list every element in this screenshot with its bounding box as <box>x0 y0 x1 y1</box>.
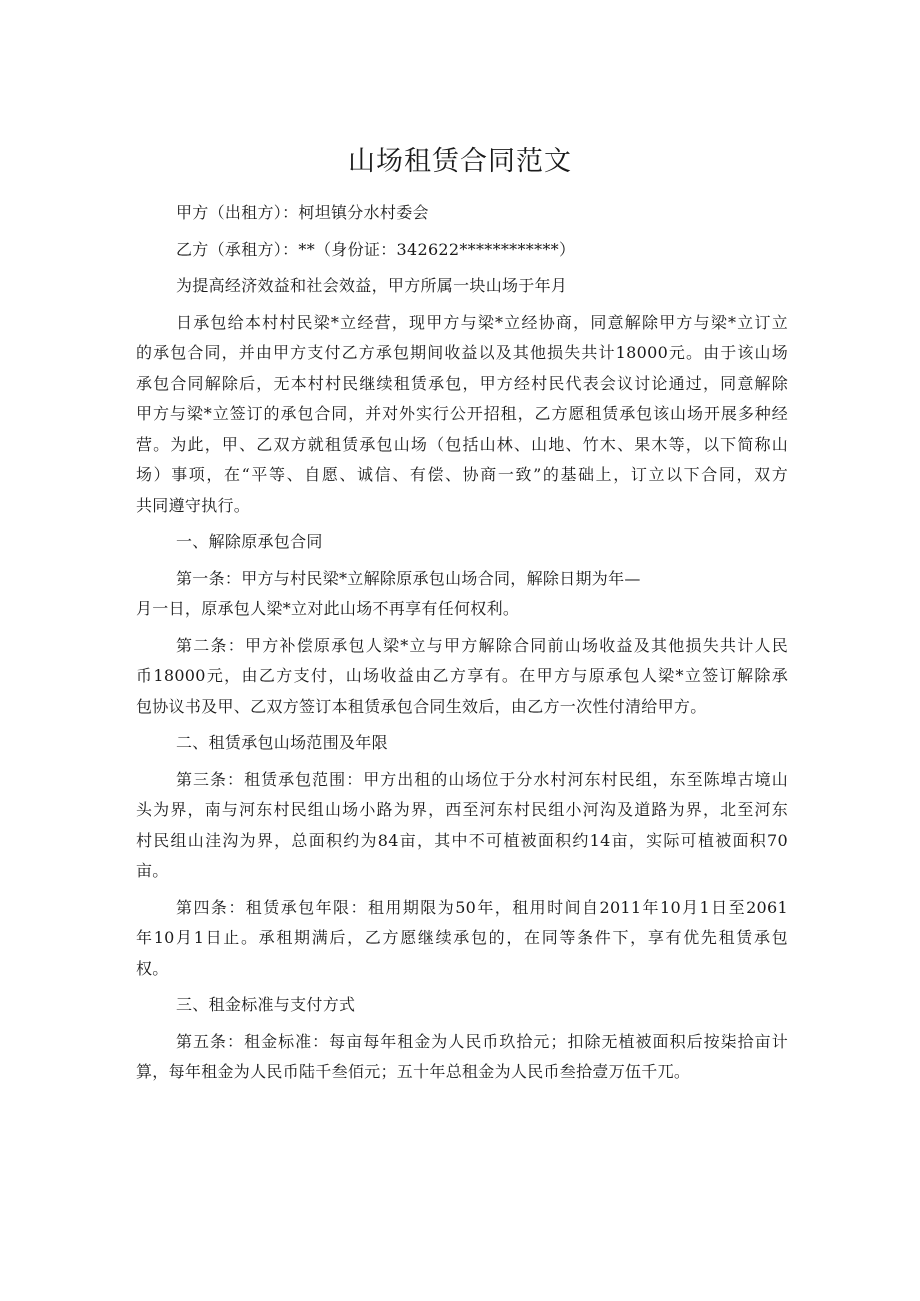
article-3-line: 村民组山洼沟为界，总面积约为84亩，其中不可植被面积约14亩，实际可植被面积70 <box>136 830 788 850</box>
preamble-line: 为提高经济效益和社会效益，甲方所属一块山场于年月 <box>176 276 568 295</box>
article-1-line: 第一条：甲方与村民梁*立解除原承包山场合同，解除日期为年— <box>176 568 641 588</box>
article-5-line: 第五条：租金标准：每亩每年租金为人民币玖拾元；扣除无植被面积后按柒拾亩计 <box>176 1031 788 1051</box>
document-body <box>136 198 788 1088</box>
preamble-line: 日承包给本村村民梁*立经营，现甲方与梁*立经协商，同意解除甲方与梁*立订立 <box>176 312 788 332</box>
article-3-line: 头为界，南与河东村民组山场小路为界，西至河东村民组小河沟及道路为界，北至河东 <box>136 800 788 819</box>
preamble-line: 共同遵守执行。 <box>136 495 251 515</box>
preamble-line: 甲方与梁*立签订的承包合同，并对外实行公开招租，乙方愿租赁承包该山场开展多种经 <box>136 404 788 423</box>
article-2-line: 包协议书及甲、乙双方签订本租赁承包合同生效后，由乙方一次性付清给甲方。 <box>136 696 707 716</box>
article-4-line: 年10月1日止。承租期满后，乙方愿继续承包的，在同等条件下，享有优先租赁承包 <box>136 928 788 947</box>
party-b-line: 乙方（承租方）：**（身份证：342622************） <box>176 239 576 259</box>
article-4-line: 权。 <box>136 958 169 978</box>
article-3-line: 第三条：租赁承包范围：甲方出租的山场位于分水村河东村民组，东至陈埠古境山 <box>176 769 788 789</box>
section-heading: 一、解除原承包合同 <box>176 532 323 551</box>
article-3-line: 亩。 <box>136 861 169 880</box>
preamble-line: 的承包合同，并由甲方支付乙方承包期间收益以及其他损失共计18000元。由于该山场 <box>136 343 788 362</box>
party-a-line: 甲方（出租方）：柯坦镇分水村委会 <box>176 203 429 222</box>
article-4-line: 第四条：租赁承包年限：租用期限为50年，租用时间自2011年10月1日至2061 <box>176 897 788 917</box>
preamble-line: 承包合同解除后，无本村村民继续租赁承包，甲方经村民代表会议讨论通过，同意解除 <box>136 373 788 393</box>
preamble-line: 营。为此，甲、乙双方就租赁承包山场（包括山林、山地、竹木、果木等，以下简称山 <box>136 434 788 454</box>
article-2-line: 币18000元，由乙方支付，山场收益由乙方享有。在甲方与原承包人梁*立签订解除承 <box>136 666 788 685</box>
article-2-line: 第二条：甲方补偿原承包人梁*立与甲方解除合同前山场收益及其他损失共计人民 <box>176 635 788 655</box>
article-5-line: 算，每年租金为人民币陆千叁佰元；五十年总租金为人民币叁拾壹万伍千兀。 <box>136 1062 691 1081</box>
section-heading: 三、租金标准与支付方式 <box>176 995 356 1014</box>
preamble-line: 场）事项，在“平等、自愿、诚信、有偿、协商一致”的基础上，订立以下合同，双方 <box>136 465 788 484</box>
article-1-line: 月一日，原承包人梁*立对此山场不再享有任何权利。 <box>136 599 520 618</box>
section-heading: 二、租赁承包山场范围及年限 <box>176 733 388 752</box>
document-title: 山场租赁合同范文 <box>348 146 572 177</box>
